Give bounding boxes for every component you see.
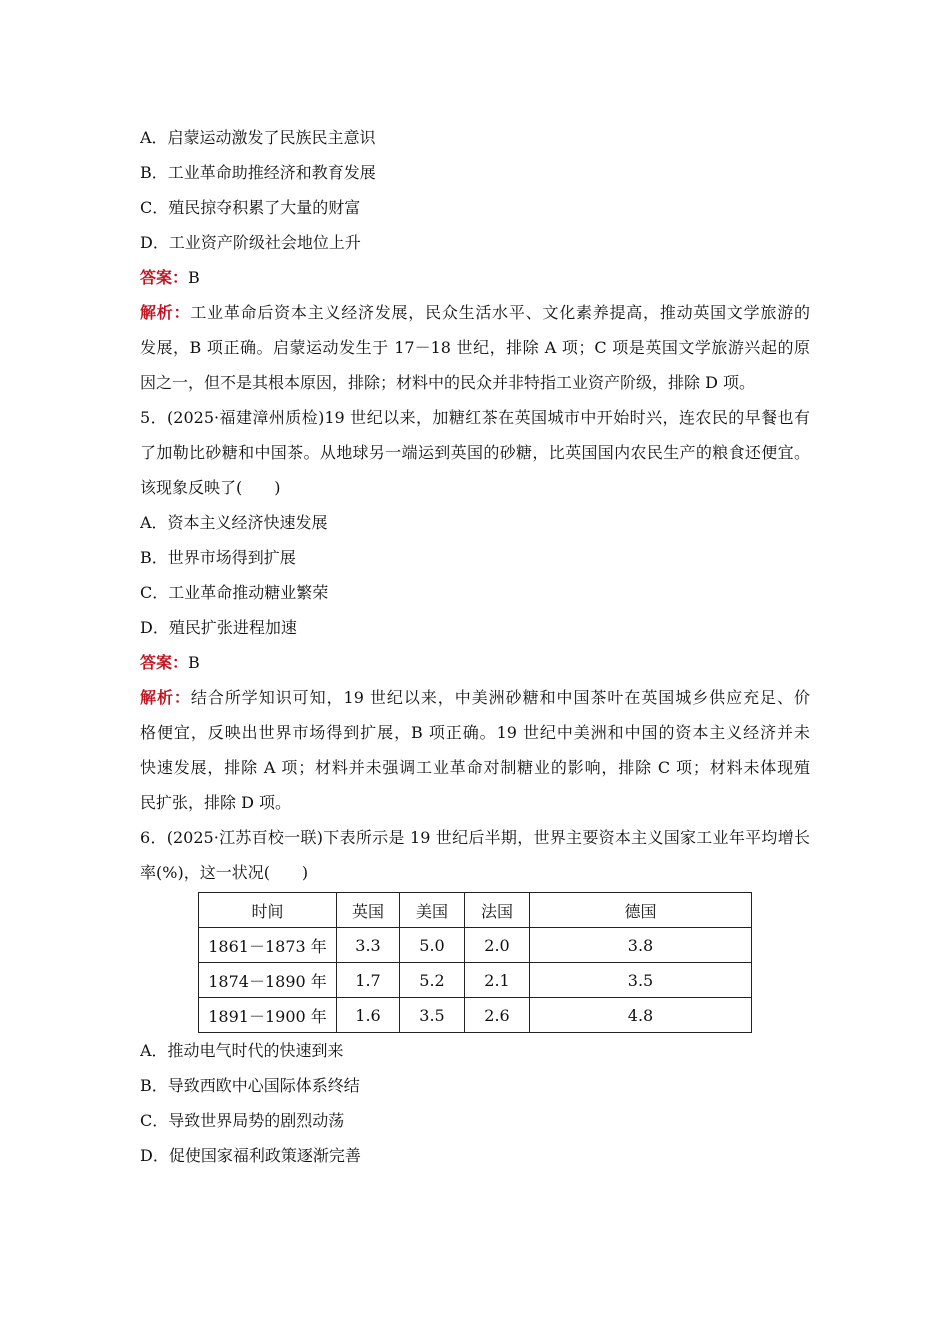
q5-stem <box>140 400 810 505</box>
q5-stem-line-3: 该现象反映了( ) <box>140 478 281 497</box>
table-cell: 3.8 <box>530 928 752 963</box>
q5-answer-label: 答案： <box>140 653 189 672</box>
table-header-cell: 美国 <box>400 893 465 928</box>
table-cell: 3.5 <box>530 963 752 998</box>
q4-answer-value: B <box>188 268 200 287</box>
q4-option-d: D．工业资产阶级社会地位上升 <box>140 233 361 252</box>
q6-option-a: A．推动电气时代的快速到来 <box>140 1041 344 1060</box>
q4-analysis-line-1 <box>140 295 810 330</box>
table-cell: 1861－1873 年 <box>199 928 337 963</box>
q5-analysis-line-1 <box>140 680 810 715</box>
q5-option-c: C．工业革命推动糖业繁荣 <box>140 583 329 602</box>
q5-answer-value: B <box>188 653 200 672</box>
growth-rate-table <box>198 892 752 1033</box>
table-header-row <box>199 893 752 928</box>
q6-option-c: C．导致世界局势的剧烈动荡 <box>140 1111 345 1130</box>
table-cell: 2.6 <box>465 998 530 1033</box>
table-cell: 5.2 <box>400 963 465 998</box>
q5-analysis-line-2: 格便宜，反映出世界市场得到扩展，B 项正确。19 世纪中美洲和中国的资本主义经济并未 <box>140 723 810 742</box>
table-header-cell: 时间 <box>199 893 337 928</box>
table-cell: 4.8 <box>530 998 752 1033</box>
q5-analysis-label: 解析： <box>140 688 191 707</box>
table-cell: 1.7 <box>337 963 400 998</box>
table-row <box>199 928 752 963</box>
document-page <box>140 120 810 1173</box>
q6-stem-line-1: 6．(2025·江苏百校一联)下表所示是 19 世纪后半期，世界主要资本主义国家工业年平均增长 <box>140 828 810 847</box>
q6-stem <box>140 820 810 890</box>
q5-analysis-line-4: 民扩张，排除 D 项。 <box>140 793 292 812</box>
table-header-cell: 英国 <box>337 893 400 928</box>
table-cell: 2.0 <box>465 928 530 963</box>
q4-option-a: A．启蒙运动激发了民族民主意识 <box>140 128 376 147</box>
table-cell: 3.3 <box>337 928 400 963</box>
q6-option-d: D．促使国家福利政策逐渐完善 <box>140 1146 361 1165</box>
table-cell: 2.1 <box>465 963 530 998</box>
table-row <box>199 998 752 1033</box>
table-cell: 3.5 <box>400 998 465 1033</box>
q5-analysis-line-3: 快速发展，排除 A 项；材料并未强调工业革命对制糖业的影响，排除 C 项；材料未体现殖 <box>140 758 810 777</box>
q4-option-c: C．殖民掠夺积累了大量的财富 <box>140 198 361 217</box>
q5-analysis <box>140 680 810 820</box>
q4-analysis-line-3: 因之一，但不是其根本原因，排除；材料中的民众并非特指工业资产阶级，排除 D 项。 <box>140 373 756 392</box>
table-cell: 1891－1900 年 <box>199 998 337 1033</box>
q5-analysis-text-1: 结合所学知识可知，19 世纪以来，中美洲砂糖和中国茶叶在英国城乡供应充足、价 <box>190 688 810 707</box>
table-row <box>199 963 752 998</box>
q5-stem-line-2: 了加勒比砂糖和中国茶。从地球另一端运到英国的砂糖，比英国国内农民生产的粮食还便宜。 <box>140 443 810 462</box>
q4-answer-label: 答案： <box>140 268 189 287</box>
q5-stem-line-1: 5．(2025·福建漳州质检)19 世纪以来，加糖红茶在英国城市中开始时兴，连农民的早餐也有 <box>140 408 810 427</box>
table-cell: 1874－1890 年 <box>199 963 337 998</box>
q5-answer <box>140 645 810 680</box>
q4-analysis-label: 解析： <box>140 303 191 322</box>
q4-analysis <box>140 295 810 400</box>
table-cell: 5.0 <box>400 928 465 963</box>
q4-analysis-text-1: 工业革命后资本主义经济发展，民众生活水平、文化素养提高，推动英国文学旅游的 <box>190 303 810 322</box>
q5-option-d: D．殖民扩张进程加速 <box>140 618 297 637</box>
q5-options <box>140 505 810 645</box>
q4-options <box>140 120 810 260</box>
q5-option-a: A．资本主义经济快速发展 <box>140 513 328 532</box>
q4-option-b: B．工业革命助推经济和教育发展 <box>140 163 376 182</box>
q6-option-b: B．导致西欧中心国际体系终结 <box>140 1076 360 1095</box>
q4-answer <box>140 260 810 295</box>
table-cell: 1.6 <box>337 998 400 1033</box>
q4-analysis-line-2: 发展，B 项正确。启蒙运动发生于 17－18 世纪，排除 A 项；C 项是英国文学旅游兴起的原 <box>140 338 810 357</box>
table-header-cell: 法国 <box>465 893 530 928</box>
q6-stem-line-2: 率(%)，这一状况( ) <box>140 863 309 882</box>
q5-option-b: B．世界市场得到扩展 <box>140 548 296 567</box>
q6-options <box>140 1033 810 1173</box>
table-header-cell: 德国 <box>530 893 752 928</box>
